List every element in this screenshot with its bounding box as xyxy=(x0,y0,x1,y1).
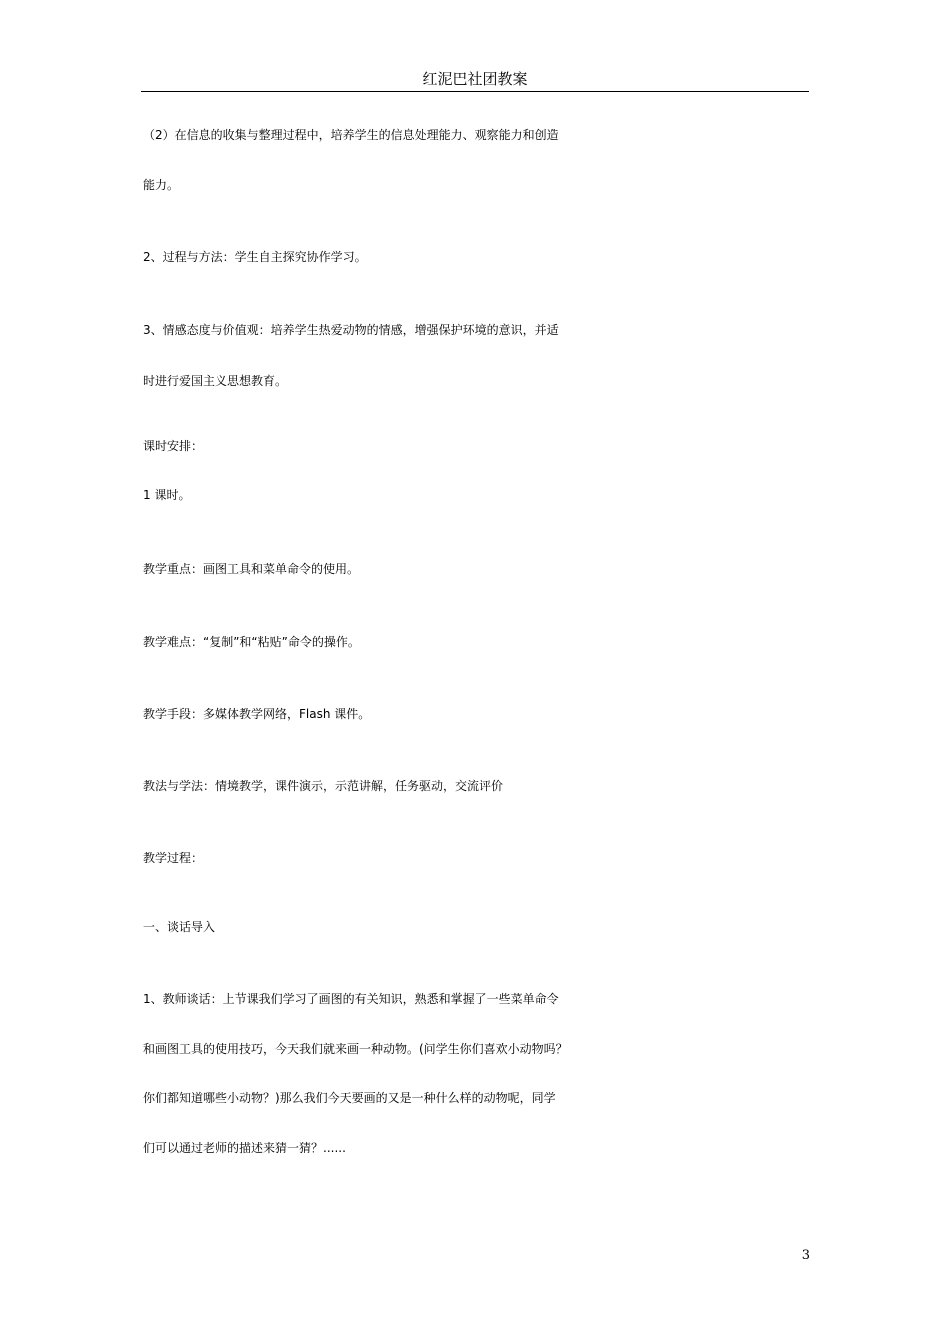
text-line: 3、情感态度与价值观：培养学生热爱动物的情感，增强保护环境的意识，并适 xyxy=(143,323,559,337)
text-line: 教法与学法：情境教学，课件演示，示范讲解，任务驱动，交流评价 xyxy=(143,779,504,793)
text-line: 们可以通过老师的描述来猜一猜？...... xyxy=(143,1141,346,1155)
text-line: 你们都知道哪些小动物？)那么我们今天要画的又是一种什么样的动物呢，同学 xyxy=(143,1091,556,1105)
header-divider xyxy=(141,91,809,92)
text-line: 时进行爱国主义思想教育。 xyxy=(143,374,288,388)
text-line: （2）在信息的收集与整理过程中，培养学生的信息处理能力、观察能力和创造 xyxy=(143,128,559,142)
text-line: 教学过程： xyxy=(143,851,204,865)
text-line: 教学手段：多媒体教学网络，Flash 课件。 xyxy=(143,707,371,721)
page-number: 3 xyxy=(801,1248,810,1263)
text-line: 2、过程与方法：学生自主探究协作学习。 xyxy=(143,250,367,264)
text-line: 教学重点：画图工具和菜单命令的使用。 xyxy=(143,562,360,576)
text-line: 能力。 xyxy=(143,178,180,192)
text-line: 一、谈话导入 xyxy=(143,920,216,934)
text-line: 课时安排： xyxy=(143,439,204,453)
text-line: 和画图工具的使用技巧，今天我们就来画一种动物。(问学生你们喜欢小动物吗？ xyxy=(143,1042,568,1056)
text-line: 教学难点：“复制”和“粘贴”命令的操作。 xyxy=(143,635,360,649)
page-header-title: 红泥巴社团教案 xyxy=(422,70,528,88)
text-line: 1 课时。 xyxy=(143,488,191,502)
text-line: 1、教师谈话：上节课我们学习了画图的有关知识，熟悉和掌握了一些菜单命令 xyxy=(143,992,559,1006)
